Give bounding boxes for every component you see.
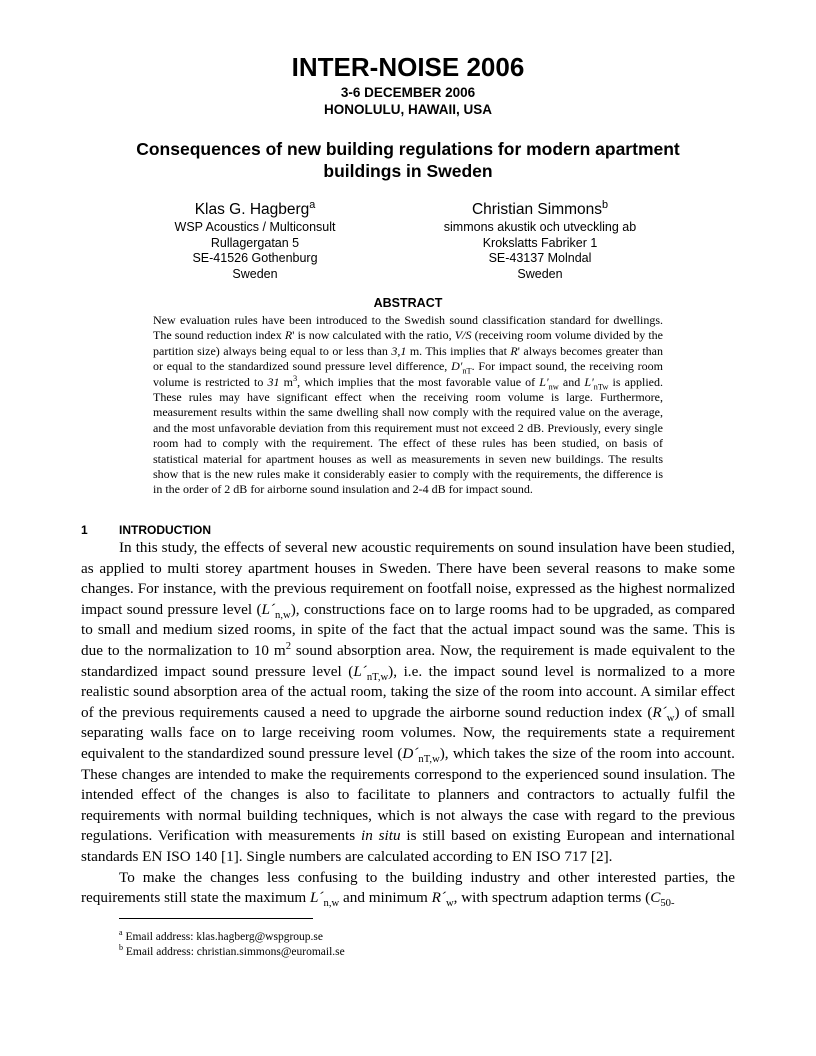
abstract-heading: ABSTRACT — [373, 296, 443, 310]
footnote-text: Email address: christian.simmons@euromail.se — [125, 946, 345, 958]
author-mark: a — [309, 198, 316, 211]
paper-title: Consequences of new building regulations for modern apartment buildings in Sweden — [136, 139, 680, 181]
footnote — [119, 930, 679, 945]
conference-title: INTER-NOISE 2006 — [291, 52, 525, 82]
conference-date: 3-6 DECEMBER 2006 — [340, 85, 476, 100]
footnotes — [119, 930, 679, 960]
author-affiliation-line: SE-43137 Molndal — [488, 251, 592, 266]
footnote-mark: a — [119, 928, 123, 938]
author-affiliation-line: Sweden — [232, 266, 278, 281]
section-title: INTRODUCTION — [119, 523, 211, 537]
author-affiliation-line: SE-41526 Gothenburg — [192, 251, 318, 266]
paragraph: To make the changes less confusing to the building industry and other interested parties, the requirements still state the maximum $L´_{n,w}$ and minimum $R´_w$, with spectrum adaption terms ($C_{50-}$ — [81, 868, 735, 910]
abstract-text: New evaluation rules have been introduced to the Swedish sound classification standard for dwellings. The sound reduction index R' is now calculated with the ratio, V/S (receiving room volume divided by the partition size) always being equal to or less than 3,1 m. This implies that R' always becomes greater than or equal to the standardized sound pressure level difference, $D'_{nT}$. For impact sound, the receiving room volume is restricted to 31 $m^3$, which implies that the most favorable value of $L'_{nw}$ and $L'_{nTw}$ is applied. These rules may have significant effect when the receiving room volume is large. Furthermore, measurement results within the same dwelling shall now comply with the required value on the average, and the most unfavorable deviation from this requirement must not exceed 2 dB. Previously, every single room had to comply with the requirement. The effect of these rules has been studied, on basis of statistical material for apartment houses as well as measurements in seven new buildings. The results show that is the new rules make it considerably easier to comply with the requirements, the difference is in the order of 2 dB for airborne sound insulation and 2-4 dB for impact sound. — [153, 313, 664, 497]
author-mark: b — [602, 198, 609, 211]
author-affiliation-line: Rullagergatan 5 — [210, 235, 300, 250]
author-affiliation-line: Sweden — [517, 266, 563, 281]
author-affiliation-line: Krokslatts Fabriker 1 — [482, 235, 598, 250]
author-name — [150, 200, 360, 220]
author-name-text: Klas G. Hagberg — [194, 201, 310, 218]
author-name — [400, 200, 680, 220]
author-name-text: Christian Simmons — [471, 201, 603, 218]
footnote-divider — [119, 918, 313, 919]
section-heading — [81, 523, 211, 537]
footnote-text: Email address: klas.hagberg@wspgroup.se — [125, 931, 323, 943]
body-text — [81, 538, 735, 909]
footnote — [119, 945, 679, 960]
author-affiliation-line: WSP Acoustics / Multiconsult — [174, 220, 336, 234]
author-block-1 — [150, 200, 360, 282]
author-block-2 — [400, 200, 680, 282]
paragraph: In this study, the effects of several new acoustic requirements on sound insulation have been studied, as applied to multi storey apartment houses in Sweden. There have been several reasons to make some changes. For instance, with the previous requirement on footfall noise, expressed as the highest normalized impact sound pressure level $(L´_{n,w})$, constructions face on to large rooms had to be upgraded, as compared to small and medium sized rooms, in spite of the fact that the actual impact sound was the same. This is due to the normalization to 10 $m^2$ sound absorption area. Now, the requirement is made equivalent to the standardized impact sound pressure level $(L´_{nT,w})$, i.e. the impact sound level is normalized to a more realistic sound absorption area of the actual room, taking the size of the room into account. A similar effect of the previous requirements caused a need to upgrade the airborne sound reduction index $(R´_w)$ of small separating walls face on to large receiving room volumes. Now, the requirements state a requirement equivalent to the standardized sound pressure level $(D´_{nT,w})$, which takes the size of the room into account. These changes are intended to make the requirements correspond to the experienced sound insulation. The intended effect of the changes is also to facilitate to planners and contractors to actually fulfil the requirements with normal building techniques, which is not always the case with regard to the previous regulations. Verification with measurements in situ is still based on existing European and international standards EN ISO 140 [1]. Single numbers are calculated according to EN ISO 717 [2]. — [81, 539, 735, 865]
footnote-mark: b — [119, 943, 124, 953]
section-number: 1 — [81, 523, 88, 537]
conference-location: HONOLULU, HAWAII, USA — [324, 102, 492, 117]
author-affiliation-line: simmons akustik och utveckling ab — [443, 220, 637, 234]
